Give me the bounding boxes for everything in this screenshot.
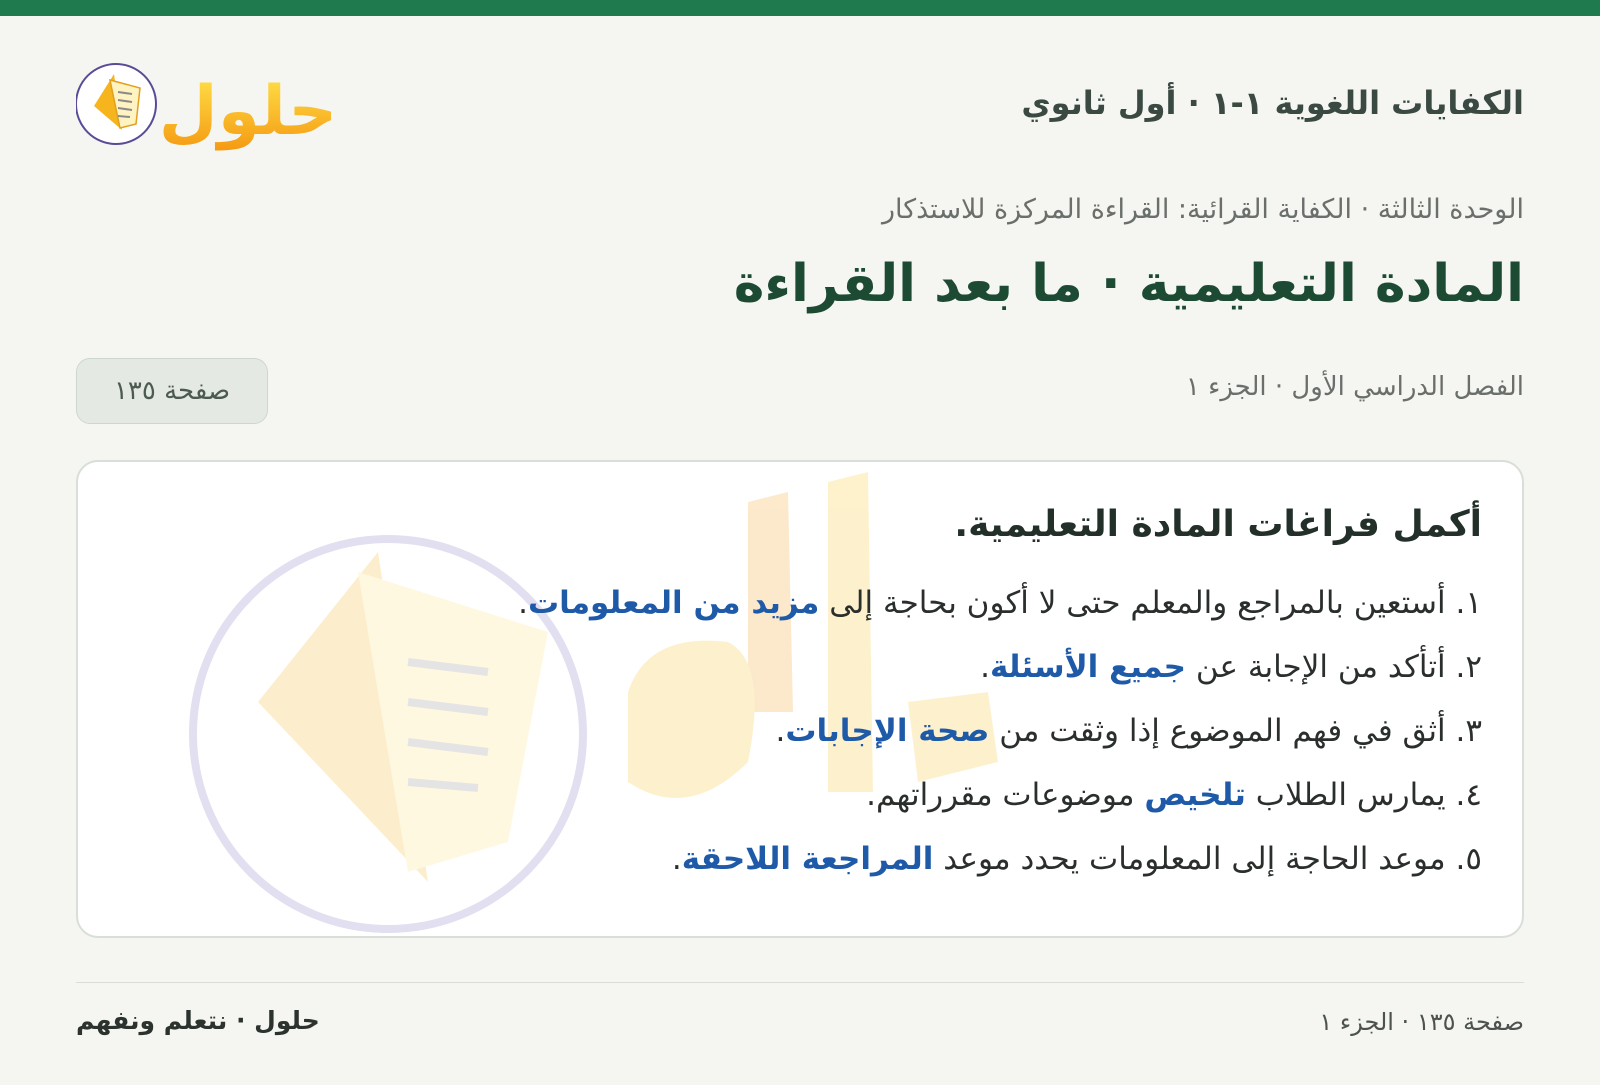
item-text: أستعين بالمراجع والمعلم حتى لا أكون بحاجة إلى <box>819 585 1446 621</box>
item-answer: المراجعة اللاحقة <box>681 841 934 877</box>
footer-brand: حلول · نتعلم ونفهم <box>76 1006 320 1035</box>
item-number: ٤. <box>1455 777 1482 813</box>
course-title: الكفايات اللغوية ١-١ · أول ثانوي <box>1021 84 1524 122</box>
item-answer: صحة الإجابات <box>785 713 990 749</box>
item-text-end: . <box>518 585 529 621</box>
list-item <box>118 571 1482 635</box>
item-number: ٢. <box>1455 649 1482 685</box>
item-answer: مزيد من المعلومات <box>528 585 820 621</box>
item-answer: تلخيص <box>1144 777 1246 813</box>
exercise-card <box>76 460 1524 938</box>
item-text-end: . <box>980 649 990 685</box>
exercise-content <box>118 504 1482 891</box>
top-accent-bar <box>0 0 1600 16</box>
item-number: ١. <box>1455 585 1482 621</box>
footer-page-ref: صفحة ١٣٥ · الجزء ١ <box>1319 1008 1524 1036</box>
item-text-end: . <box>775 713 786 749</box>
hulul-logo-mark <box>76 54 336 154</box>
item-answer: جميع الأسئلة <box>989 649 1187 685</box>
page-title: المادة التعليمية · ما بعد القراءة <box>733 254 1524 314</box>
page-number-badge: صفحة ١٣٥ <box>76 358 268 424</box>
exercise-heading: أكمل فراغات المادة التعليمية. <box>954 504 1482 545</box>
item-text: موعد الحاجة إلى المعلومات يحدد موعد <box>933 841 1446 877</box>
term-part-label: الفصل الدراسي الأول · الجزء ١ <box>1185 372 1524 402</box>
page <box>76 16 1524 1085</box>
item-number: ٣. <box>1455 713 1482 749</box>
list-item <box>118 635 1482 699</box>
fill-in-list <box>118 571 1482 891</box>
item-number: ٥. <box>1455 841 1482 877</box>
unit-breadcrumb: الوحدة الثالثة · الكفاية القرائية: القراءة المركزة للاستذكار <box>882 194 1524 225</box>
item-text-end: موضوعات مقرراتهم. <box>866 777 1145 813</box>
list-item <box>118 827 1482 891</box>
page-header <box>76 54 1524 154</box>
item-text-end: . <box>671 841 682 877</box>
logo-wordmark: حلول <box>158 72 336 151</box>
footer-divider <box>76 982 1524 983</box>
hulul-logo[interactable] <box>76 54 336 154</box>
list-item <box>118 763 1482 827</box>
item-text: يمارس الطلاب <box>1245 777 1446 813</box>
item-text: أثق في فهم الموضوع إذا وثقت من <box>989 713 1446 749</box>
list-item <box>118 699 1482 763</box>
item-text: أتأكد من الإجابة عن <box>1186 649 1446 685</box>
